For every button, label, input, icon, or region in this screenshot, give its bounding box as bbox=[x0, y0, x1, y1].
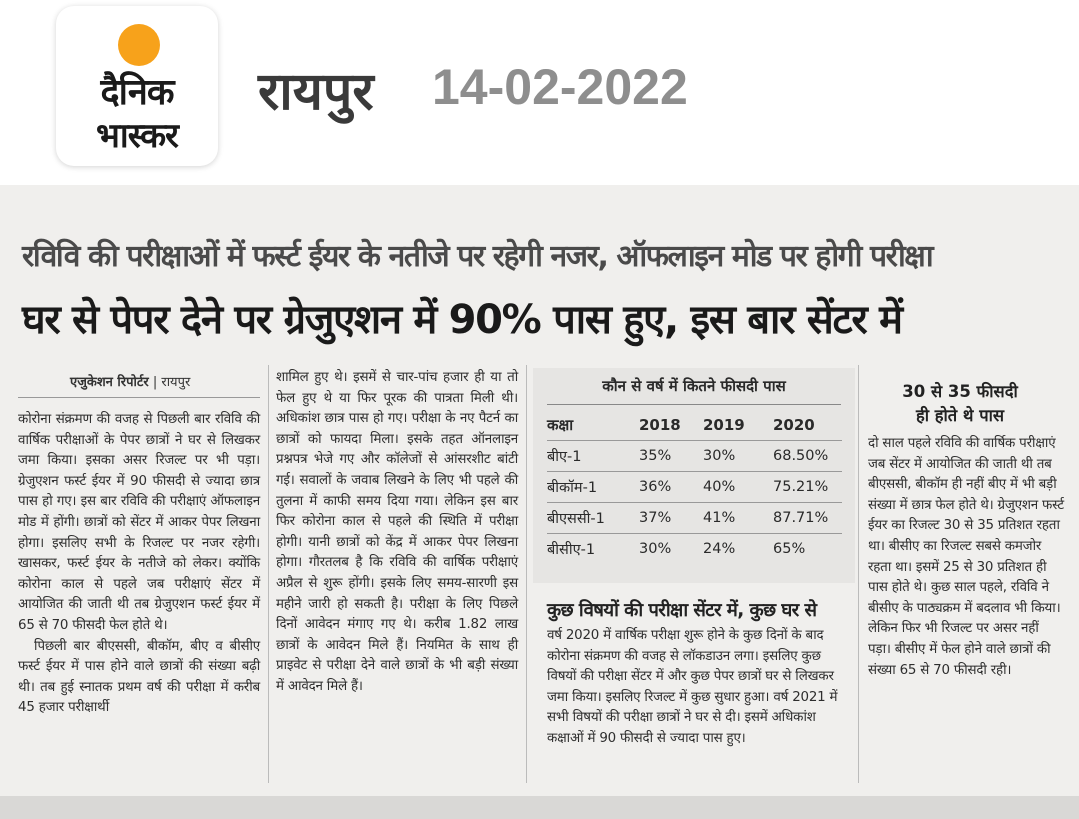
section-2-body: वर्ष 2020 में वार्षिक परीक्षा शुरू होने के कुछ दिनों के बाद कोरोना संक्रमण की वजह से लॉकडाउन लगा। इसलिए कुछ विषयों की परीक्षा सेंटर में और कुछ पेपर छात्रों घर से लिखकर जमा किया। इसलिए रिजल्ट में कुछ सुधार हुआ। वर्ष 2021 में सभी विषयों की परीक्षा छात्रों ने घर से दी। इसमें अधिकांश कक्षाओं में 90 फीसदी से ज्यादा पास हुए। bbox=[547, 628, 838, 746]
table-cell: 40% bbox=[695, 471, 761, 502]
byline-place: | रायपुर bbox=[152, 375, 191, 390]
column-2-paragraph-1: शामिल हुए थे। इसमें से चार-पांच हजार ही या तो फेल हुए थे या फिर पूरक की पात्रता मिली थी। अधिकांश छात्र पास हो गए। परीक्षा के नए पैटर्न का छात्रों को फायदा मिला। इसके तहत ऑनलाइन प्रश्नपत्र भेजे गए और कॉलेजों से आंसरशीट बांटी गई। सवालों के जवाब लिखने के लिए भी पहले की तुलना में काफी समय दिया गया। लेकिन इस बार फिर कोरोना काल से पहले की स्थिति में परीक्षा होगी। यानी छात्रों को केंद्र में आकर पेपर लिखना होगा। गौरतलब है कि रविवि की वार्षिक परीक्षाएं अप्रैल से शुरू होंगी। इसके लिए समय-सारणी इस महीने जारी हो सकती है। परीक्षा के लिए पिछले दिनों आवेदन मंगाए गए थे। करीब 1.82 लाख छात्रों के आवेदन मिले हैं। नियमित के साथ ही प्राइवेट से परीक्षा देने वाले छात्रों के भी बड़ी संख्या में आवेदन मिले हैं। bbox=[276, 370, 518, 694]
table-header-cell: कक्षा bbox=[547, 415, 574, 434]
table-row bbox=[547, 502, 842, 533]
column-1-paragraph-1: कोरोना संक्रमण की वजह से पिछली बार रविवि की वार्षिक परीक्षाओं के पेपर छात्रों ने घर से लिखकर जमा किया। इसका असर रिजल्ट पर भी पड़ा। ग्रेजुएशन फर्स्ट ईयर में 90 फीसदी से ज्यादा छात्र पास हो गए। इस बार रविवि की परीक्षाएं ऑफलाइन मोड में होंगी। छात्रों को सेंटर में आकर पेपर लिखना होगा। इसलिए सभी के रिजल्ट पर नजर रहेगी। खासकर, फर्स्ट ईयर के नतीजे को लेकर। क्योंकि कोरोना काल से पहले जब परीक्षाएं सेंटर में आयोजित की जाती थी तब ग्रेजुएशन फर्स्ट ईयर में 65 से 70 फीसदी फेल होते थे। bbox=[18, 412, 260, 633]
table-cell: 36% bbox=[629, 471, 695, 502]
table-title: कौन से वर्ष में कितने फीसदी पास bbox=[602, 377, 786, 395]
date-label: 14-02-2022 bbox=[432, 59, 688, 115]
table-cell: 35% bbox=[629, 440, 695, 471]
column-1-paragraph-2: पिछली बार बीएससी, बीकॉम, बीए व बीसीए फर्स्ट ईयर में पास होने वाले छात्रों की संख्या बढ़ी थी। तब हुई स्नातक प्रथम वर्ष की परीक्षा में करीब 45 हजार परीक्षार्थी bbox=[18, 638, 260, 716]
article-kicker: रविवि की परीक्षाओं में फर्स्ट ईयर के नतीजे पर रहेगी नजर, ऑफलाइन मोड पर होगी परीक्षा bbox=[22, 239, 933, 274]
table-row bbox=[547, 471, 842, 502]
table-row bbox=[547, 440, 842, 471]
table-cell: 24% bbox=[695, 533, 761, 564]
table-cell: 41% bbox=[695, 502, 761, 533]
table-cell: 65% bbox=[761, 533, 842, 564]
table-cell: बीए-1 bbox=[547, 440, 629, 471]
section-3-heading bbox=[872, 380, 1048, 428]
column-divider bbox=[526, 365, 527, 783]
section-2-heading: कुछ विषयों की परीक्षा सेंटर में, कुछ घर से bbox=[547, 600, 817, 621]
table-cell: बीकॉम-1 bbox=[547, 471, 629, 502]
pass-percentage-table bbox=[547, 410, 842, 564]
table-cell: 75.21% bbox=[761, 471, 842, 502]
article-headline: घर से पेपर देने पर ग्रेजुएशन में 90% पास हुए, इस बार सेंटर में bbox=[22, 297, 902, 343]
byline-divider bbox=[18, 397, 260, 398]
byline-reporter: एजुकेशन रिपोर्टर bbox=[70, 375, 149, 390]
table-title-divider bbox=[547, 404, 841, 405]
column-divider bbox=[268, 365, 269, 783]
table-cell: 68.50% bbox=[761, 440, 842, 471]
dainik-bhaskar-logo bbox=[56, 6, 218, 166]
byline bbox=[70, 372, 190, 390]
table-cell: बीसीए-1 bbox=[547, 533, 629, 564]
section-3-heading-line1: 30 से 35 फीसदी bbox=[902, 382, 1018, 401]
table-cell: 30% bbox=[629, 533, 695, 564]
table-row bbox=[547, 533, 842, 564]
article-column-1 bbox=[18, 410, 260, 719]
table-cell: 37% bbox=[629, 502, 695, 533]
table-cell: 30% bbox=[695, 440, 761, 471]
column-divider bbox=[858, 365, 859, 783]
section-3-heading-line2: ही होते थे पास bbox=[915, 406, 1005, 425]
section-3-body: दो साल पहले रविवि की वार्षिक परीक्षाएं जब सेंटर में आयोजित की जाती थी तब बीएससी, बीकॉम ही नहीं बीए में भी बड़ी संख्या में छात्र फेल होते थे। ग्रेजुएशन फर्स्ट ईयर का रिजल्ट 30 से 35 प्रतिशत रहता था। बीसीए का रिजल्ट सबसे कमजोर रहता था। इसमें 25 से 30 प्रतिशत ही पास होते थे। कुछ साल पहले, रविवि ने बीसीए के पाठ्यक्रम में बदलाव भी किया। लेकिन फिर भी रिजल्ट पर असर नहीं पड़ा। बीसीए में फेल होने वाले छात्रों की संख्या 65 से 70 फीसदी रही। bbox=[868, 436, 1064, 678]
logo-text-line2: भास्कर bbox=[96, 116, 178, 156]
table-header-cell: 2018 bbox=[639, 415, 681, 434]
bottom-edge bbox=[0, 796, 1079, 819]
sun-icon bbox=[118, 24, 160, 66]
table-cell: बीएससी-1 bbox=[547, 502, 629, 533]
city-label: रायपुर bbox=[258, 62, 374, 122]
logo-text-line1: दैनिक bbox=[100, 72, 174, 113]
table-cell: 87.71% bbox=[761, 502, 842, 533]
table-header-cell: 2019 bbox=[703, 415, 745, 434]
table-header-cell: 2020 bbox=[773, 415, 815, 434]
table-header-row bbox=[547, 410, 842, 440]
article-column-2 bbox=[276, 368, 518, 698]
